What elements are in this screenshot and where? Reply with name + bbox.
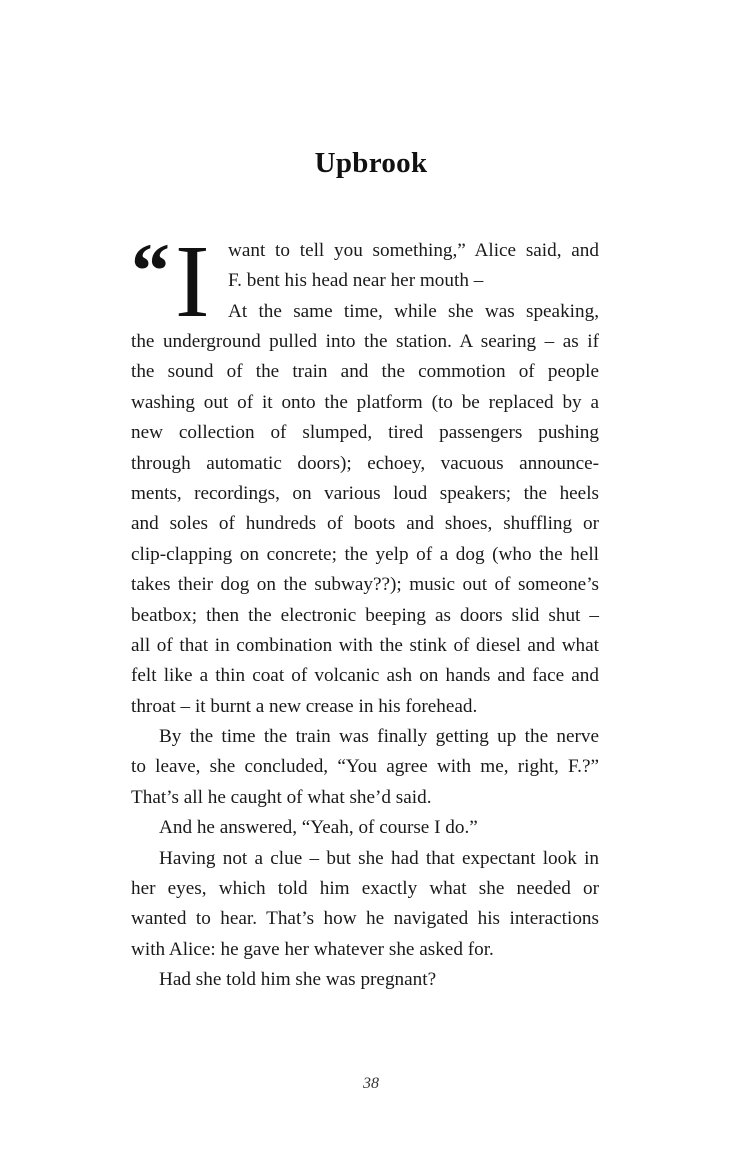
chapter-title: Upbrook <box>314 147 428 180</box>
text-line: with Alice: he gave her whatever she asked for. <box>131 938 494 960</box>
text-line: clip-clapping on concrete; the yelp of a dog (who the hell <box>131 543 599 565</box>
text-line: At the same time, while she was speaking, <box>228 300 599 322</box>
text-line: new collection of slumped, tired passengers pushing <box>131 422 599 444</box>
opening-lines <box>228 236 599 327</box>
text-line: And he answered, “Yeah, of course I do.” <box>159 817 478 839</box>
text-line: and soles of hundreds of boots and shoes, shuffling or <box>131 513 599 535</box>
text-line: want to tell you something,” Alice said, and <box>228 240 599 261</box>
text-line: the sound of the train and the commotion of people <box>131 361 599 383</box>
text-line: through automatic doors); echoey, vacuous announce- <box>131 452 599 474</box>
text-line: to leave, she concluded, “You agree with me, right, F.?” <box>131 756 599 778</box>
page-number: 38 <box>363 1075 379 1092</box>
drop-cap-letter: I <box>175 224 210 339</box>
text-line: throat – it burnt a new crease in his forehead. <box>131 695 478 717</box>
text-line: wanted to hear. That’s how he navigated his interactions <box>131 908 599 930</box>
paragraph-1 <box>131 327 599 722</box>
text-line: By the time the train was finally getting up the nerve <box>159 726 599 748</box>
text-line: That’s all he caught of what she’d said. <box>131 786 432 808</box>
paragraph-3 <box>131 813 599 843</box>
text-line: her eyes, which told him exactly what she needed or <box>131 878 599 900</box>
body-text <box>131 327 599 996</box>
text-line: washing out of it onto the platform (to be replaced by a <box>131 391 599 413</box>
paragraph-2 <box>131 722 599 813</box>
paragraph-4 <box>131 844 599 966</box>
text-line: the underground pulled into the station. A searing – as if <box>131 331 599 352</box>
text-line: all of that in combination with the stink of diesel and what <box>131 634 599 656</box>
drop-cap <box>131 224 226 339</box>
text-line: ments, recordings, on various loud speakers; the heels <box>131 482 599 504</box>
text-line: Had she told him she was pregnant? <box>159 969 437 991</box>
text-line: felt like a thin coat of volcanic ash on hands and face and <box>131 665 599 687</box>
text-line: beatbox; then the electronic beeping as doors slid shut – <box>131 604 599 626</box>
paragraph-5 <box>131 965 599 995</box>
drop-cap-quote-mark: “ <box>131 227 170 314</box>
text-line: Having not a clue – but she had that expectant look in <box>159 847 599 869</box>
text-line: F. bent his head near her mouth – <box>228 270 484 292</box>
text-line: takes their dog on the subway??); music out of someone’s <box>131 574 599 596</box>
